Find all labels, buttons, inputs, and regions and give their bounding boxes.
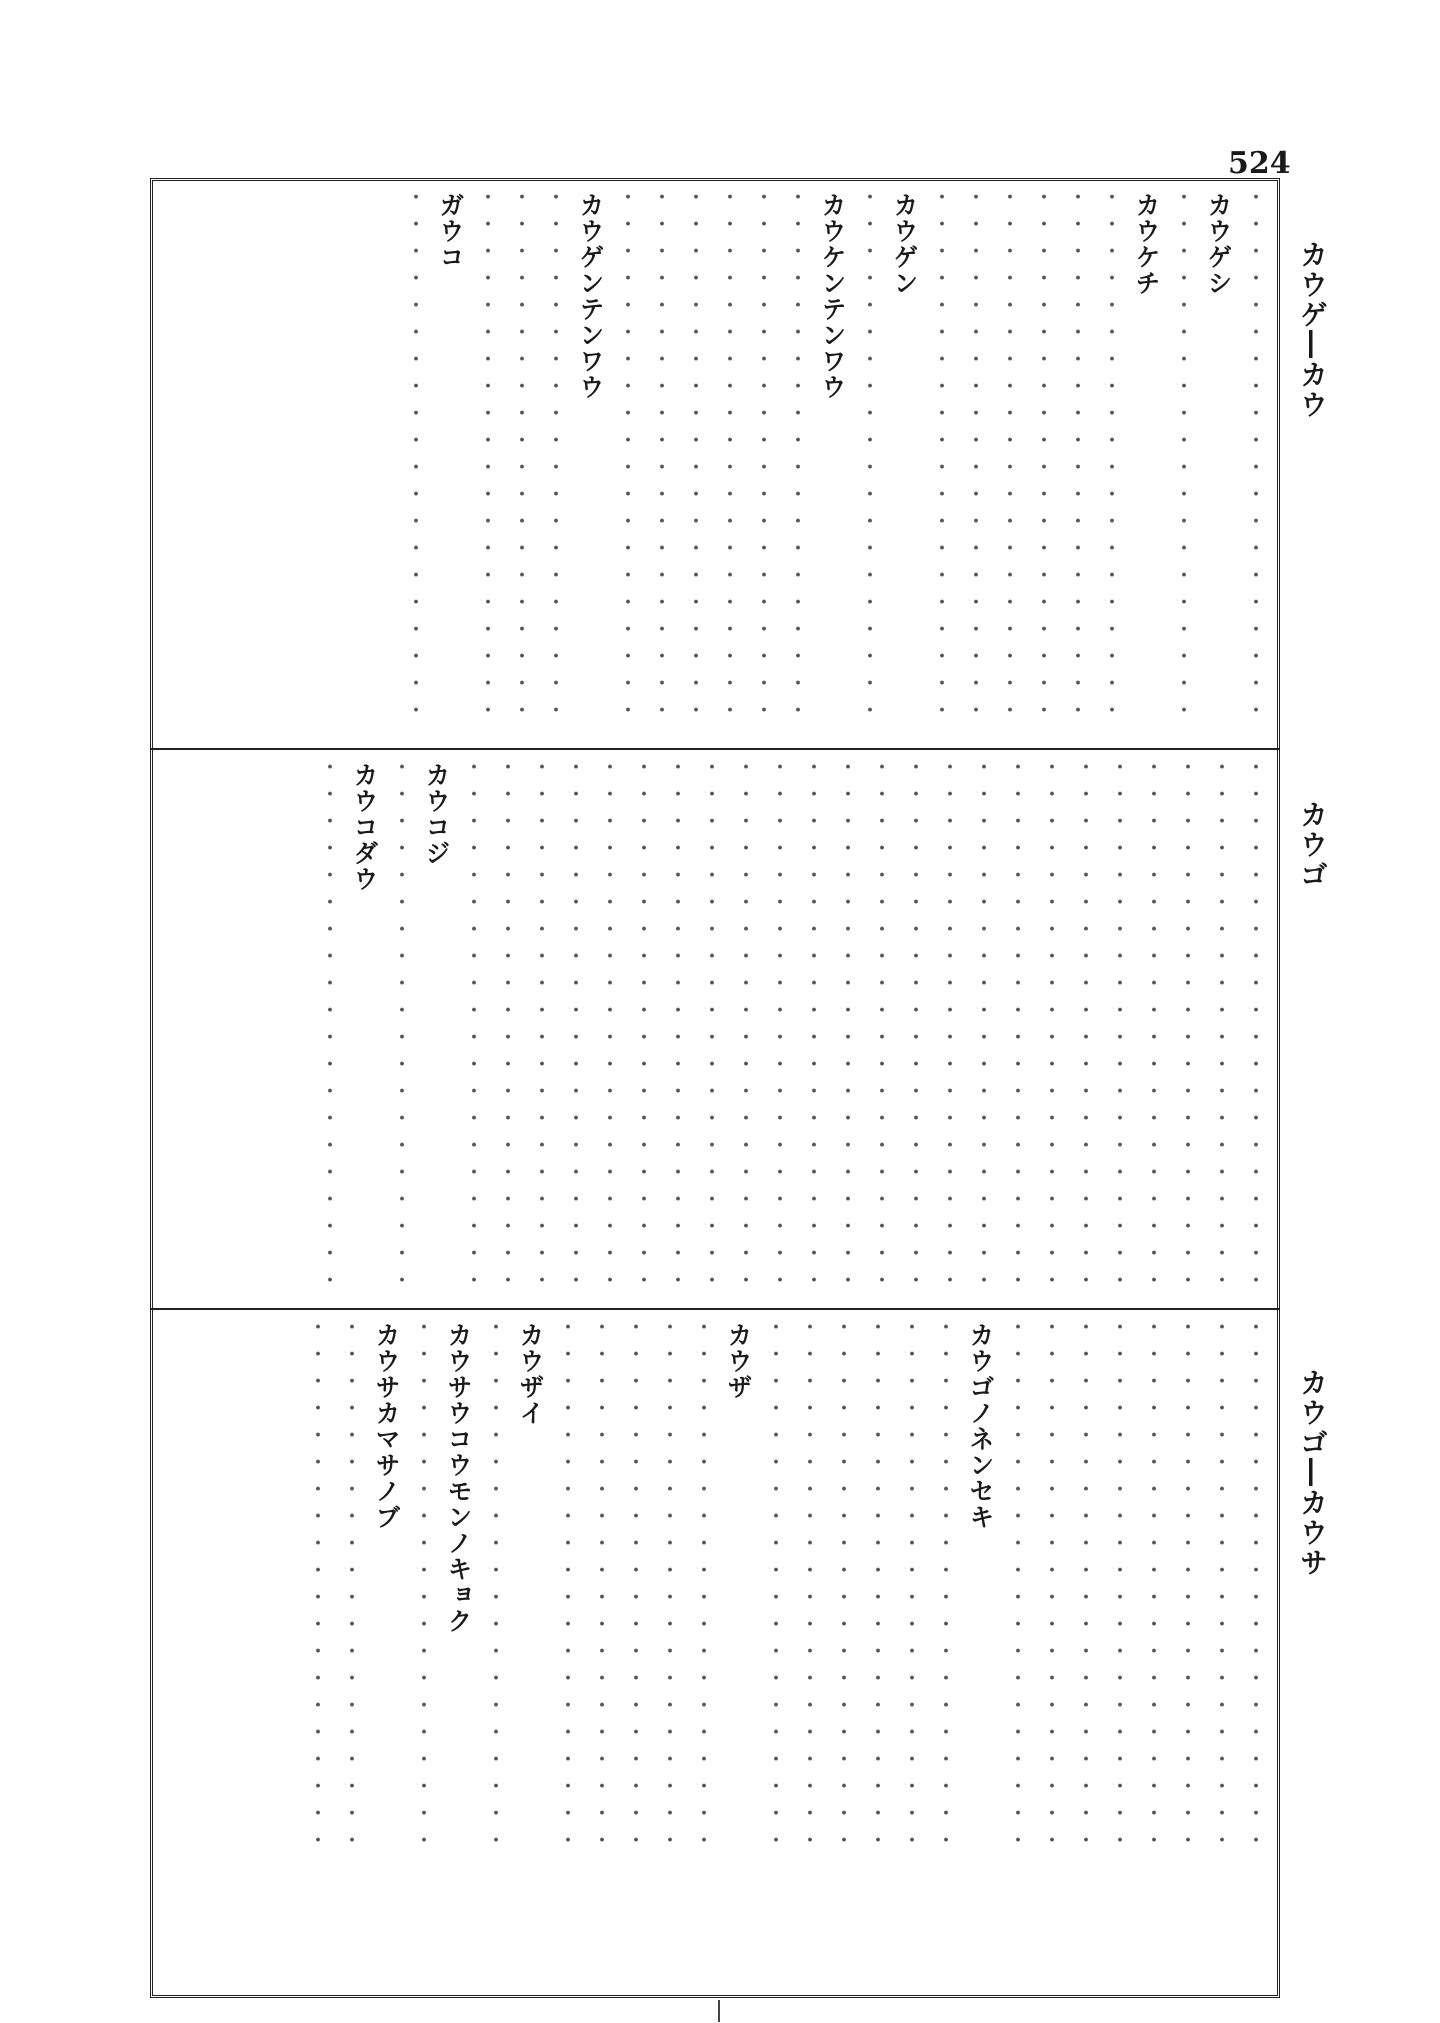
text-column [1070, 756, 1100, 1302]
middle-tier [160, 756, 1270, 1302]
text-column [620, 1316, 650, 1988]
placeholder-text: ・・・・・・・・・・・・・・・・・・・・ [699, 756, 723, 1296]
text-column [782, 186, 812, 742]
text-column [1036, 1316, 1066, 1988]
text-column [552, 1316, 582, 1988]
placeholder-text: ・・・・・・・・・・・・・・・・・・・・ [589, 1316, 613, 1856]
placeholder-text: ・・・・・・・・・・・・・・・・・・・・ [1099, 186, 1123, 726]
placeholder-text: ・・・・・・・・・・・・・・・・・・・・ [691, 1316, 715, 1856]
text-column [654, 1316, 684, 1988]
text-column [458, 756, 488, 1302]
headword-kausakamasanobu: カウサカマサノブ [372, 1322, 401, 1530]
placeholder-text: ・・・・・・・・・・・・・・・・・・・・ [801, 756, 825, 1296]
text-column [336, 1316, 366, 1988]
bottom-tier [160, 1316, 1270, 1988]
placeholder-text: ・・・・・・・・・・・・・・・・・・・・ [665, 756, 689, 1296]
placeholder-text: ・・・・・・・・・・・・・・・・・・・・ [1243, 1316, 1267, 1856]
text-column [896, 1316, 926, 1988]
text-column [696, 756, 726, 1302]
text-column [760, 1316, 790, 1988]
placeholder-text: ・・・・・・・・・・・・・・・・・・・・ [339, 1316, 363, 1856]
headword-kaugeshi: カウゲシ [1204, 192, 1233, 296]
page-number: 524 [1228, 146, 1291, 181]
text-column [798, 756, 828, 1302]
placeholder-text: ・・・・・・・・・・・・・・・・・・・・ [971, 756, 995, 1296]
text-column [586, 1316, 616, 1988]
placeholder-text: ・・・・・・・・・・・・・・・・・・・・ [717, 186, 741, 726]
text-column [662, 756, 692, 1302]
placeholder-text: ・・・・・・・・・・・・・・・・・・・・ [411, 1316, 435, 1856]
placeholder-text: ・・・・・・・・・・・・・・・・・・・・ [857, 186, 881, 726]
placeholder-text: ・・・・・・・・・・・・・・・・・・・・ [483, 1316, 507, 1856]
text-column [764, 756, 794, 1302]
placeholder-text: ・・・・・・・・・・・・・・・・・・・・ [869, 756, 893, 1296]
text-column [794, 1316, 824, 1988]
placeholder-text: ・・・・・・・・・・・・・・・・・・・・ [509, 186, 533, 726]
placeholder-text: ・・・・・・・・・・・・・・・・・・・・ [1209, 756, 1233, 1296]
text-column [1172, 756, 1202, 1302]
placeholder-text: ・・・・・・・・・・・・・・・・・・・・ [903, 756, 927, 1296]
placeholder-text: ・・・・・・・・・・・・・・・・・・・・ [543, 186, 567, 726]
headword-kaukechi: カウケチ [1132, 192, 1161, 296]
running-head-top: カウゲ―カウ [1296, 240, 1329, 420]
text-column [1028, 186, 1058, 742]
text-column [900, 756, 930, 1302]
placeholder-text: ・・・・・・・・・・・・・・・・・・・・ [933, 1316, 957, 1856]
placeholder-text: ・・・・・・・・・・・・・・・・・・・・ [751, 186, 775, 726]
text-column [994, 186, 1024, 742]
text-column [540, 186, 570, 742]
text-column [1002, 756, 1032, 1302]
placeholder-text: ・・・・・・・・・・・・・・・・・・・・ [495, 756, 519, 1296]
placeholder-text: ・・・・・・・・・・・・・・・・・・・・ [1065, 186, 1089, 726]
text-column [628, 756, 658, 1302]
placeholder-text: ・・・・・・・・・・・・・・・・・・・・ [1243, 186, 1267, 726]
text-column [934, 756, 964, 1302]
headword-kauza: カウザ [724, 1322, 753, 1400]
text-column [408, 1316, 438, 1988]
placeholder-text: ・・・・・・・・・・・・・・・・・・・・ [1005, 1316, 1029, 1856]
placeholder-text: ・・・・・・・・・・・・・・・・・・・・ [615, 186, 639, 726]
text-column [386, 756, 416, 1302]
headword-kaugononenseki: カウゴノネンセキ [966, 1322, 995, 1530]
running-head-middle: カウゴ [1296, 800, 1329, 890]
text-column [1206, 1316, 1236, 1988]
text-column [302, 1316, 332, 1988]
placeholder-text: ・・・・・・・・・・・・・・・・・・・・ [835, 756, 859, 1296]
text-column [1172, 1316, 1202, 1988]
text-column [472, 186, 502, 742]
placeholder-text: ・・・・・・・・・・・・・・・・・・・・ [1039, 1316, 1063, 1856]
placeholder-text: ・・・・・・・・・・・・・・・・・・・・ [657, 1316, 681, 1856]
text-column [854, 186, 884, 742]
placeholder-text: ・・・・・・・・・・・・・・・・・・・・ [1141, 756, 1165, 1296]
placeholder-text: ・・・・・・・・・・・・・・・・・・・・ [475, 186, 499, 726]
placeholder-text: ・・・・・・・・・・・・・・・・・・・・ [997, 186, 1021, 726]
text-column [480, 1316, 510, 1988]
running-head-bottom: カウゴ―カウサ [1296, 1368, 1329, 1578]
text-column [930, 1316, 960, 1988]
text-column [828, 1316, 858, 1988]
text-column [1036, 756, 1066, 1302]
text-column [926, 186, 956, 742]
text-column [968, 756, 998, 1302]
placeholder-text: ・・・・・・・・・・・・・・・・・・・・ [1039, 756, 1063, 1296]
text-column [1062, 186, 1092, 742]
text-column [1002, 1316, 1032, 1988]
text-column [748, 186, 778, 742]
text-column [960, 186, 990, 742]
placeholder-text: ・・・・・・・・・・・・・・・・・・・・ [1209, 1316, 1233, 1856]
text-column [1206, 756, 1236, 1302]
placeholder-text: ・・・・・・・・・・・・・・・・・・・・ [865, 1316, 889, 1856]
text-column [1240, 186, 1270, 742]
placeholder-text: ・・・・・・・・・・・・・・・・・・・・ [763, 1316, 787, 1856]
placeholder-text: ・・・・・・・・・・・・・・・・・・・・ [963, 186, 987, 726]
headword-kaugentenwau: カウゲンテンワウ [576, 192, 605, 400]
crop-mark [718, 2000, 720, 2022]
text-column [832, 756, 862, 1302]
placeholder-text: ・・・・・・・・・・・・・・・・・・・・ [1073, 756, 1097, 1296]
placeholder-text: ・・・・・・・・・・・・・・・・・・・・ [1243, 756, 1267, 1296]
text-column [1104, 756, 1134, 1302]
tier-divider-lower [150, 1308, 1280, 1310]
text-column [714, 186, 744, 742]
text-column [1104, 1316, 1134, 1988]
placeholder-text: ・・・・・・・・・・・・・・・・・・・・ [555, 1316, 579, 1856]
placeholder-text: ・・・・・・・・・・・・・・・・・・・・ [899, 1316, 923, 1856]
text-column [862, 1316, 892, 1988]
text-column [314, 756, 344, 1302]
headword-kaukentenwau: カウケンテンワウ [818, 192, 847, 400]
placeholder-text: ・・・・・・・・・・・・・・・・・・・・ [389, 756, 413, 1296]
headword-gauko: ガウコ [436, 192, 465, 270]
text-column [1070, 1316, 1100, 1988]
text-column [506, 186, 536, 742]
placeholder-text: ・・・・・・・・・・・・・・・・・・・・ [623, 1316, 647, 1856]
text-column [680, 186, 710, 742]
placeholder-text: ・・・・・・・・・・・・・・・・・・・・ [1175, 1316, 1199, 1856]
placeholder-text: ・・・・・・・・・・・・・・・・・・・・ [683, 186, 707, 726]
headword-kausaukoumonnokyoku: カウサウコウモンノキョク [444, 1322, 473, 1634]
placeholder-text: ・・・・・・・・・・・・・・・・・・・・ [1107, 756, 1131, 1296]
placeholder-text: ・・・・・・・・・・・・・・・・・・・・ [649, 186, 673, 726]
placeholder-text: ・・・・・・・・・・・・・・・・・・・・ [529, 756, 553, 1296]
top-tier [160, 186, 1270, 742]
text-column [1168, 186, 1198, 742]
placeholder-text: ・・・・・・・・・・・・・・・・・・・・ [1031, 186, 1055, 726]
placeholder-text: ・・・・・・・・・・・・・・・・・・・・ [785, 186, 809, 726]
placeholder-text: ・・・・・・・・・・・・・・・・・・・・ [1175, 756, 1199, 1296]
text-column [730, 756, 760, 1302]
text-column [1240, 756, 1270, 1302]
text-column [646, 186, 676, 742]
placeholder-text: ・・・・・・・・・・・・・・・・・・・・ [929, 186, 953, 726]
text-column [866, 756, 896, 1302]
headword-kaukodau: カウコダウ [350, 762, 379, 892]
text-column [1138, 756, 1168, 1302]
placeholder-text: ・・・・・・・・・・・・・・・・・・・・ [563, 756, 587, 1296]
text-column [560, 756, 590, 1302]
headword-kaugen: カウゲン [890, 192, 919, 296]
placeholder-text: ・・・・・・・・・・・・・・・・・・・・ [631, 756, 655, 1296]
tier-divider-upper [150, 748, 1280, 750]
text-column [1240, 1316, 1270, 1988]
headword-kaukoji: カウコジ [422, 762, 451, 866]
placeholder-text: ・・・・・・・・・・・・・・・・・・・・ [317, 756, 341, 1296]
placeholder-text: ・・・・・・・・・・・・・・・・・・・・ [1171, 186, 1195, 726]
text-column [1138, 1316, 1168, 1988]
text-column [492, 756, 522, 1302]
placeholder-text: ・・・・・・・・・・・・・・・・・・・・ [1141, 1316, 1165, 1856]
placeholder-text: ・・・・・・・・・・・・・・・・・・・・ [733, 756, 757, 1296]
placeholder-text: ・・・・・・・・・・・・・・・・・・・・ [305, 1316, 329, 1856]
placeholder-text: ・・・・・・・・・・・・・・・・・・・・ [403, 186, 427, 726]
text-column [400, 186, 430, 742]
text-column [594, 756, 624, 1302]
placeholder-text: ・・・・・・・・・・・・・・・・・・・・ [797, 1316, 821, 1856]
text-column [612, 186, 642, 742]
placeholder-text: ・・・・・・・・・・・・・・・・・・・・ [1073, 1316, 1097, 1856]
placeholder-text: ・・・・・・・・・・・・・・・・・・・・ [831, 1316, 855, 1856]
placeholder-text: ・・・・・・・・・・・・・・・・・・・・ [767, 756, 791, 1296]
placeholder-text: ・・・・・・・・・・・・・・・・・・・・ [937, 756, 961, 1296]
placeholder-text: ・・・・・・・・・・・・・・・・・・・・ [597, 756, 621, 1296]
text-column [1096, 186, 1126, 742]
text-column [526, 756, 556, 1302]
placeholder-text: ・・・・・・・・・・・・・・・・・・・・ [1005, 756, 1029, 1296]
placeholder-text: ・・・・・・・・・・・・・・・・・・・・ [1107, 1316, 1131, 1856]
placeholder-text: ・・・・・・・・・・・・・・・・・・・・ [461, 756, 485, 1296]
headword-kauzai: カウザイ [516, 1322, 545, 1426]
text-column [688, 1316, 718, 1988]
